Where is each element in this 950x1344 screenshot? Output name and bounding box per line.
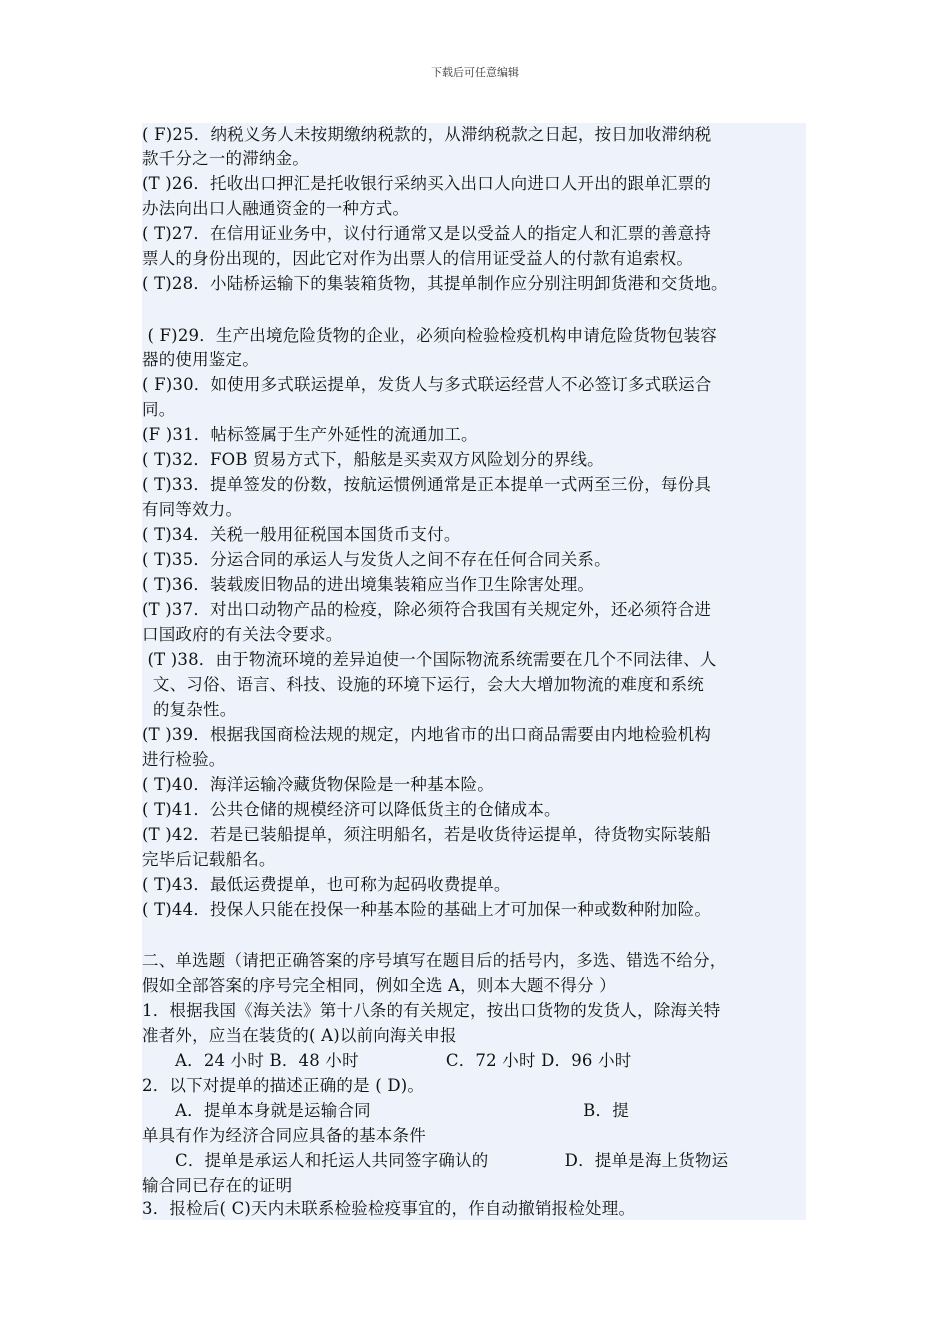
- text-line: 同。: [142, 400, 176, 419]
- option-line: 单具有作为经济合同应具备的基本条件: [142, 1126, 426, 1145]
- text-line: 文、习俗、语言、科技、设施的环境下运行，会大大增加物流的难度和系统: [142, 675, 704, 694]
- text-line: ( T)43．最低运费提单，也可称为起码收费提单。: [142, 875, 511, 894]
- text-line: (T )42．若是已装船提单，须注明船名，若是收货待运提单，待货物实际装船: [142, 825, 712, 844]
- text-line: ( F)25．纳税义务人未按期缴纳税款的，从滞纳税款之日起，按日加收滞纳税: [142, 125, 712, 144]
- text-line: ( T)32．FOB 贸易方式下，船舷是买卖双方风险划分的界线。: [142, 450, 604, 469]
- question-line: 准者外，应当在装货的( A)以前向海关申报: [142, 1026, 457, 1045]
- text-line: 器的使用鉴定。: [142, 350, 259, 369]
- text-line: 票人的身份出现的，因此它对作为出票人的信用证受益人的付款有追索权。: [142, 249, 694, 268]
- text-line: ( T)28．小陆桥运输下的集装箱货物，其提单制作应分别注明卸货港和交货地。: [142, 274, 728, 293]
- option-line: A．24 小时 B．48 小时 C．72 小时 D．96 小时: [175, 1051, 632, 1070]
- text-line: ( T)33．提单签发的份数，按航运惯例通常是正本提单一式两至三份，每份具: [142, 475, 712, 494]
- section-heading: 二、单选题（请把正确答案的序号填写在题目后的括号内，多选、错选不给分，: [142, 951, 727, 970]
- text-line: ( T)40．海洋运输冷藏货物保险是一种基本险。: [142, 775, 494, 794]
- text-line: 办法向出口人融通资金的一种方式。: [142, 199, 410, 218]
- text-line: ( T)35．分运合同的承运人与发货人之间不存在任何合同关系。: [142, 550, 611, 569]
- text-line: 有同等效力。: [142, 500, 243, 519]
- text-line: ( T)41．公共仓储的规模经济可以降低货主的仓储成本。: [142, 800, 561, 819]
- text-line: 进行检验。: [142, 750, 226, 769]
- text-line: (T )37．对出口动物产品的检疫，除必须符合我国有关规定外，还必须符合进: [142, 600, 712, 619]
- text-line: ( T)36．装载废旧物品的进出境集装箱应当作卫生除害处理。: [142, 575, 595, 594]
- text-line: 款千分之一的滞纳金。: [142, 149, 309, 168]
- text-line: (F )31．帖标签属于生产外延性的流通加工。: [142, 425, 478, 444]
- text-line: ( T)27．在信用证业务中，议付行通常又是以受益人的指定人和汇票的善意持: [142, 224, 712, 243]
- option-line: 输合同已存在的证明: [142, 1176, 293, 1195]
- text-line: ( T)44．投保人只能在投保一种基本险的基础上才可加保一种或数种附加险。: [142, 900, 712, 919]
- option-line: C．提单是承运人和托运人共同签字确认的 D．提单是海上货物运: [175, 1151, 729, 1170]
- text-line: ( F)30．如使用多式联运提单，发货人与多式联运经营人不必签订多式联运合: [142, 375, 712, 394]
- text-line: 假如全部答案的序号完全相同，例如全选 A，则本大题不得分 ）: [142, 976, 616, 995]
- text-line: ( T)34．关税一般用征税国本国货币支付。: [142, 525, 461, 544]
- question-line: 1．根据我国《海关法》第十八条的有关规定，按出口货物的发货人，除海关特: [142, 1001, 721, 1020]
- text-line: (T )38．由于物流环境的差异迫使一个国际物流系统需要在几个不同法律、人: [142, 650, 717, 669]
- text-line: 口国政府的有关法令要求。: [142, 625, 343, 644]
- document-body: [142, 123, 806, 1220]
- page-header: 下载后可任意编辑: [431, 66, 519, 79]
- question-line: 3．报检后( C)天内未联系检验检疫事宜的，作自动撤销报检处理。: [142, 1199, 636, 1218]
- text-line: ( F)29．生产出境危险货物的企业，必须向检验检疫机构申请危险货物包装容: [142, 326, 717, 345]
- text-line: (T )39．根据我国商检法规的规定，内地省市的出口商品需要由内地检验机构: [142, 725, 712, 744]
- text-line: 完毕后记载船名。: [142, 850, 276, 869]
- question-line: 2．以下对提单的描述正确的是 ( D)。: [142, 1076, 425, 1095]
- text-line: (T )26．托收出口押汇是托收银行采纳买入出口人向进口人开出的跟单汇票的: [142, 174, 712, 193]
- text-line: 的复杂性。: [142, 700, 237, 719]
- option-line: A．提单本身就是运输合同 B．提: [175, 1101, 629, 1120]
